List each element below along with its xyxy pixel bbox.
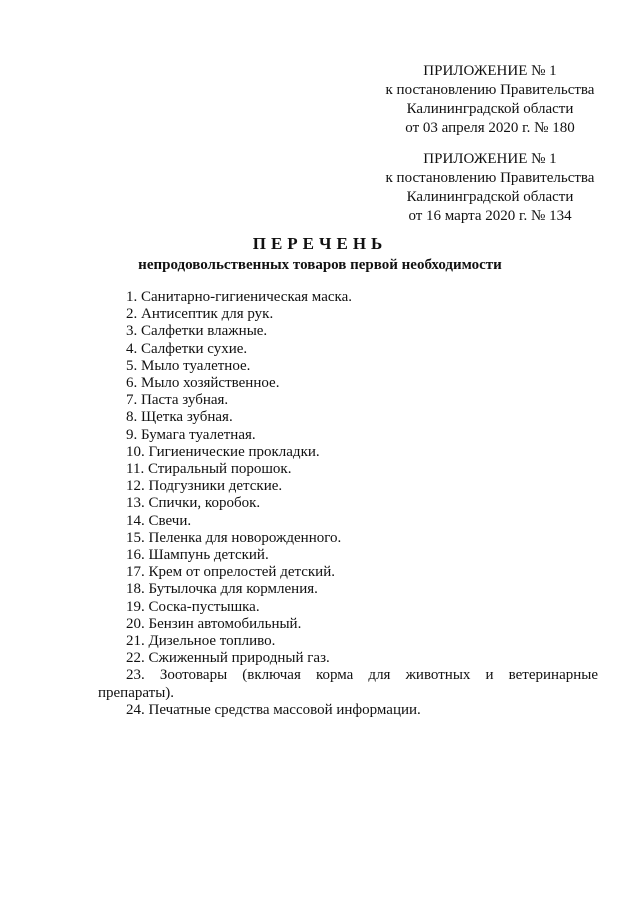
document-title: ПЕРЕЧЕНЬ	[252, 234, 388, 253]
list-item: 18. Бутылочка для кормления.	[126, 581, 318, 598]
list-item: 17. Крем от опрелостей детский.	[126, 564, 335, 581]
list-item: 9. Бумага туалетная.	[126, 426, 256, 443]
appendix-header-original	[355, 150, 625, 226]
list-item: 12. Подгузники детские.	[126, 478, 283, 495]
list-item: 16. Шампунь детский.	[126, 547, 269, 564]
document-subtitle: непродовольственных товаров первой необходимости	[138, 257, 502, 273]
goods-list	[98, 289, 598, 719]
list-item: 7. Паста зубная.	[126, 392, 229, 409]
list-item: 1. Санитарно-гигиеническая маска.	[126, 289, 352, 305]
list-item: 6. Мыло хозяйственное.	[126, 375, 280, 392]
list-item: 20. Бензин автомобильный.	[126, 615, 302, 632]
list-item: 13. Спички, коробок.	[126, 495, 261, 512]
list-item: 23. Зоотовары (включая корма для животных и ветеринарные	[126, 667, 598, 684]
appendix-header-current	[355, 62, 625, 138]
list-item: 2. Антисептик для рук.	[126, 306, 274, 323]
appendix-line: к постановлению Правительства	[385, 170, 595, 186]
list-item: 5. Мыло туалетное.	[126, 357, 251, 374]
list-item: 15. Пеленка для новорожденного.	[126, 529, 342, 546]
appendix-line: к постановлению Правительства	[385, 82, 595, 98]
list-item: 10. Гигиенические прокладки.	[126, 443, 320, 460]
list-item: 3. Салфетки влажные.	[126, 323, 268, 340]
list-item: 8. Щетка зубная.	[126, 409, 233, 426]
appendix-heading: ПРИЛОЖЕНИЕ № 1	[423, 151, 557, 167]
appendix-line: Калининградской области	[406, 189, 574, 205]
list-item: 19. Соска-пустышка.	[126, 598, 260, 615]
list-item: 22. Сжиженный природный газ.	[126, 650, 330, 667]
appendix-heading: ПРИЛОЖЕНИЕ № 1	[423, 63, 557, 79]
list-item: 21. Дизельное топливо.	[126, 633, 276, 650]
list-item: 4. Салфетки сухие.	[126, 340, 248, 357]
list-item: 11. Стиральный порошок.	[126, 461, 292, 478]
list-item-continuation: препараты).	[98, 684, 175, 701]
appendix-date-line: от 16 марта 2020 г. № 134	[408, 208, 572, 224]
list-item: 24. Печатные средства массовой информации.	[126, 701, 421, 718]
appendix-date-line: от 03 апреля 2020 г. № 180	[405, 120, 575, 136]
appendix-line: Калининградской области	[406, 101, 574, 117]
list-item: 14. Свечи.	[126, 512, 192, 529]
